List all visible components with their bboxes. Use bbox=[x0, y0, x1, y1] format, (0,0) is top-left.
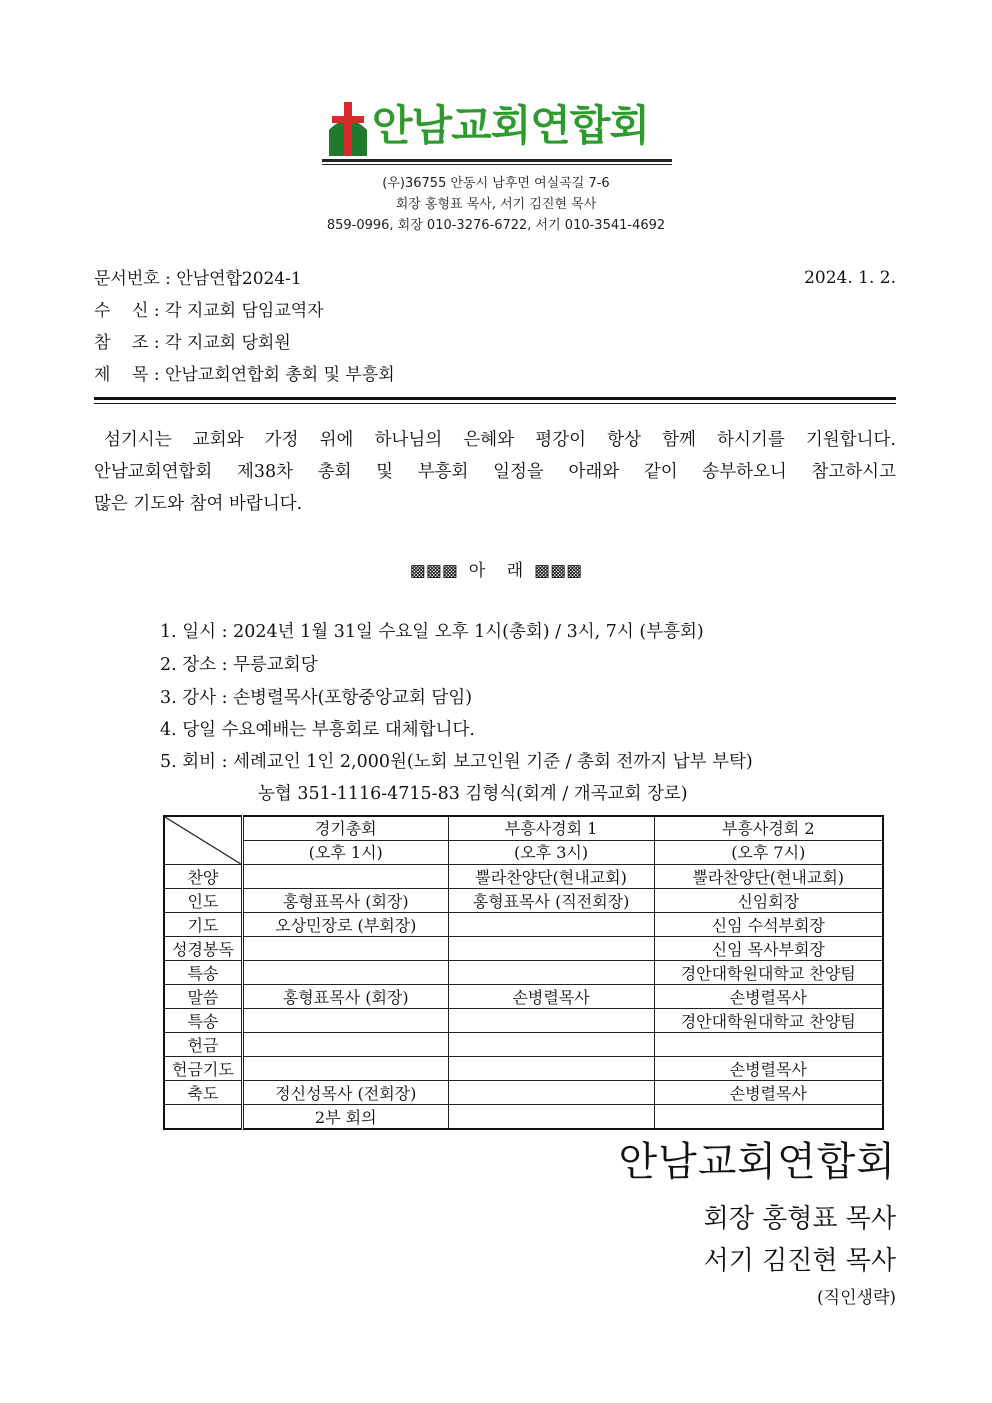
column-time-revival-1: (오후 3시) bbox=[448, 841, 654, 865]
header-divider-thin bbox=[94, 403, 896, 404]
row-label: 성경봉독 bbox=[164, 937, 242, 961]
column-header-revival-1: 부흥사경회 1 bbox=[448, 816, 654, 841]
column-time-revival-2: (오후 7시) bbox=[654, 841, 883, 865]
table-cell: 2부 회의 bbox=[242, 1105, 448, 1130]
table-cell bbox=[654, 1033, 883, 1057]
body-line-2: 안남교회연합회 제38차 총회 및 부흥회 일정을 아래와 같이 송부하오니 참고하시고 bbox=[94, 462, 896, 482]
table-corner-cell bbox=[164, 816, 242, 865]
row-label: 특송 bbox=[164, 961, 242, 985]
row-label bbox=[164, 1105, 242, 1130]
table-cell bbox=[448, 1057, 654, 1081]
table-cell bbox=[242, 937, 448, 961]
item-venue: 2. 장소 : 무릉교회당 bbox=[160, 655, 318, 675]
table-cell bbox=[448, 937, 654, 961]
row-label: 축도 bbox=[164, 1081, 242, 1105]
table-cell: 오상민장로 (부회장) bbox=[242, 913, 448, 937]
reference-line: 참 조 : 각 지교회 당회원 bbox=[94, 333, 291, 353]
table-row bbox=[164, 865, 883, 889]
notice-heading: ▩▩▩ 아 래 ▩▩▩ bbox=[409, 561, 583, 581]
table-cell bbox=[242, 1033, 448, 1057]
row-label: 말씀 bbox=[164, 985, 242, 1009]
table-cell: 경안대학원대학교 찬양팀 bbox=[654, 961, 883, 985]
table-cell: 손병렬목사 bbox=[654, 1081, 883, 1105]
table-cell bbox=[448, 1105, 654, 1130]
table-row bbox=[164, 1105, 883, 1130]
table-row bbox=[164, 1033, 883, 1057]
table-cell bbox=[448, 1033, 654, 1057]
table-cell bbox=[242, 1009, 448, 1033]
recipient-line: 수 신 : 각 지교회 담임교역자 bbox=[94, 301, 324, 321]
body-line-3: 많은 기도와 참여 바랍니다. bbox=[94, 494, 303, 514]
table-cell bbox=[242, 865, 448, 889]
bank-account-line: 농협 351-1116-4715-83 김형식(회계 / 개곡교회 장로) bbox=[258, 784, 688, 804]
letterhead-phones: 859-0996, 회장 010-3276-6722, 서기 010-3541-4692 bbox=[326, 218, 666, 233]
row-label: 인도 bbox=[164, 889, 242, 913]
seal-omitted-note: (직인생략) bbox=[817, 1288, 896, 1308]
table-row bbox=[164, 1057, 883, 1081]
item-fee: 5. 회비 : 세례교인 1인 2,000원(노회 보고인원 기준 / 총회 전까지 납부 부탁) bbox=[160, 752, 753, 772]
table-row bbox=[164, 889, 883, 913]
subject-line: 제 목 : 안남교회연합회 총회 및 부흥회 bbox=[94, 365, 395, 385]
table-row bbox=[164, 1009, 883, 1033]
row-label: 기도 bbox=[164, 913, 242, 937]
item-service-note: 4. 당일 수요예배는 부흥회로 대체합니다. bbox=[160, 720, 475, 740]
table-cell: 신임 목사부회장 bbox=[654, 937, 883, 961]
table-cell bbox=[242, 1057, 448, 1081]
letterhead-officers: 회장 홍형표 목사, 서기 김진현 목사 bbox=[395, 197, 597, 212]
table-cell: 홍형표목사 (직전회장) bbox=[448, 889, 654, 913]
signature-org-name: 안남교회연합회 bbox=[618, 1139, 896, 1185]
item-date: 1. 일시 : 2024년 1월 31일 수요일 오후 1시(총회) / 3시, 7시 (부흥회) bbox=[160, 622, 704, 642]
diagonal-line-icon bbox=[165, 817, 241, 864]
table-row bbox=[164, 961, 883, 985]
letterhead-address: (우)36755 안동시 남후면 여실곡길 7-6 bbox=[382, 176, 610, 191]
table-row bbox=[164, 937, 883, 961]
body-line-1: 섬기시는 교회와 가정 위에 하나님의 은혜와 평강이 항상 함께 하시기를 기원합니다. bbox=[104, 430, 896, 450]
table-cell: 뿔라찬양단(현내교회) bbox=[448, 865, 654, 889]
table-row bbox=[164, 985, 883, 1009]
letterhead-rule-thin bbox=[322, 164, 672, 165]
table-cell bbox=[448, 913, 654, 937]
table-cell bbox=[448, 1081, 654, 1105]
row-label: 헌금기도 bbox=[164, 1057, 242, 1081]
table-cell: 홍형표목사 (회장) bbox=[242, 985, 448, 1009]
item-speaker: 3. 강사 : 손병렬목사(포항중앙교회 담임) bbox=[160, 688, 473, 708]
table-cell: 신임 수석부회장 bbox=[654, 913, 883, 937]
table-row bbox=[164, 913, 883, 937]
row-label: 헌금 bbox=[164, 1033, 242, 1057]
table-cell bbox=[654, 1105, 883, 1130]
schedule-table bbox=[163, 815, 884, 1130]
column-time-assembly: (오후 1시) bbox=[242, 841, 448, 865]
column-header-assembly: 경기총회 bbox=[242, 816, 448, 841]
table-cell: 손병렬목사 bbox=[448, 985, 654, 1009]
letterhead-org-name: 안남교회연합회 bbox=[372, 101, 650, 150]
table-cell bbox=[448, 1009, 654, 1033]
letterhead-rule-thick bbox=[322, 159, 672, 162]
table-cell bbox=[242, 961, 448, 985]
table-cell bbox=[448, 961, 654, 985]
table-cell: 경안대학원대학교 찬양팀 bbox=[654, 1009, 883, 1033]
table-cell: 신임회장 bbox=[654, 889, 883, 913]
row-label: 특송 bbox=[164, 1009, 242, 1033]
document-number: 문서번호 : 안남연합2024-1 bbox=[94, 269, 302, 289]
table-cell: 손병렬목사 bbox=[654, 1057, 883, 1081]
row-label: 찬양 bbox=[164, 865, 242, 889]
table-cell: 홍형표목사 (회장) bbox=[242, 889, 448, 913]
table-cell: 손병렬목사 bbox=[654, 985, 883, 1009]
header-divider-thick bbox=[94, 397, 896, 400]
table-cell: 뿔라찬양단(현내교회) bbox=[654, 865, 883, 889]
column-header-revival-2: 부흥사경회 2 bbox=[654, 816, 883, 841]
table-cell: 정신성목사 (전회장) bbox=[242, 1081, 448, 1105]
signature-president: 회장 홍형표 목사 bbox=[703, 1204, 896, 1234]
church-cross-logo-icon bbox=[326, 100, 370, 158]
signature-secretary: 서기 김진현 목사 bbox=[703, 1246, 896, 1276]
table-row bbox=[164, 1081, 883, 1105]
document-date: 2024. 1. 2. bbox=[804, 268, 896, 288]
